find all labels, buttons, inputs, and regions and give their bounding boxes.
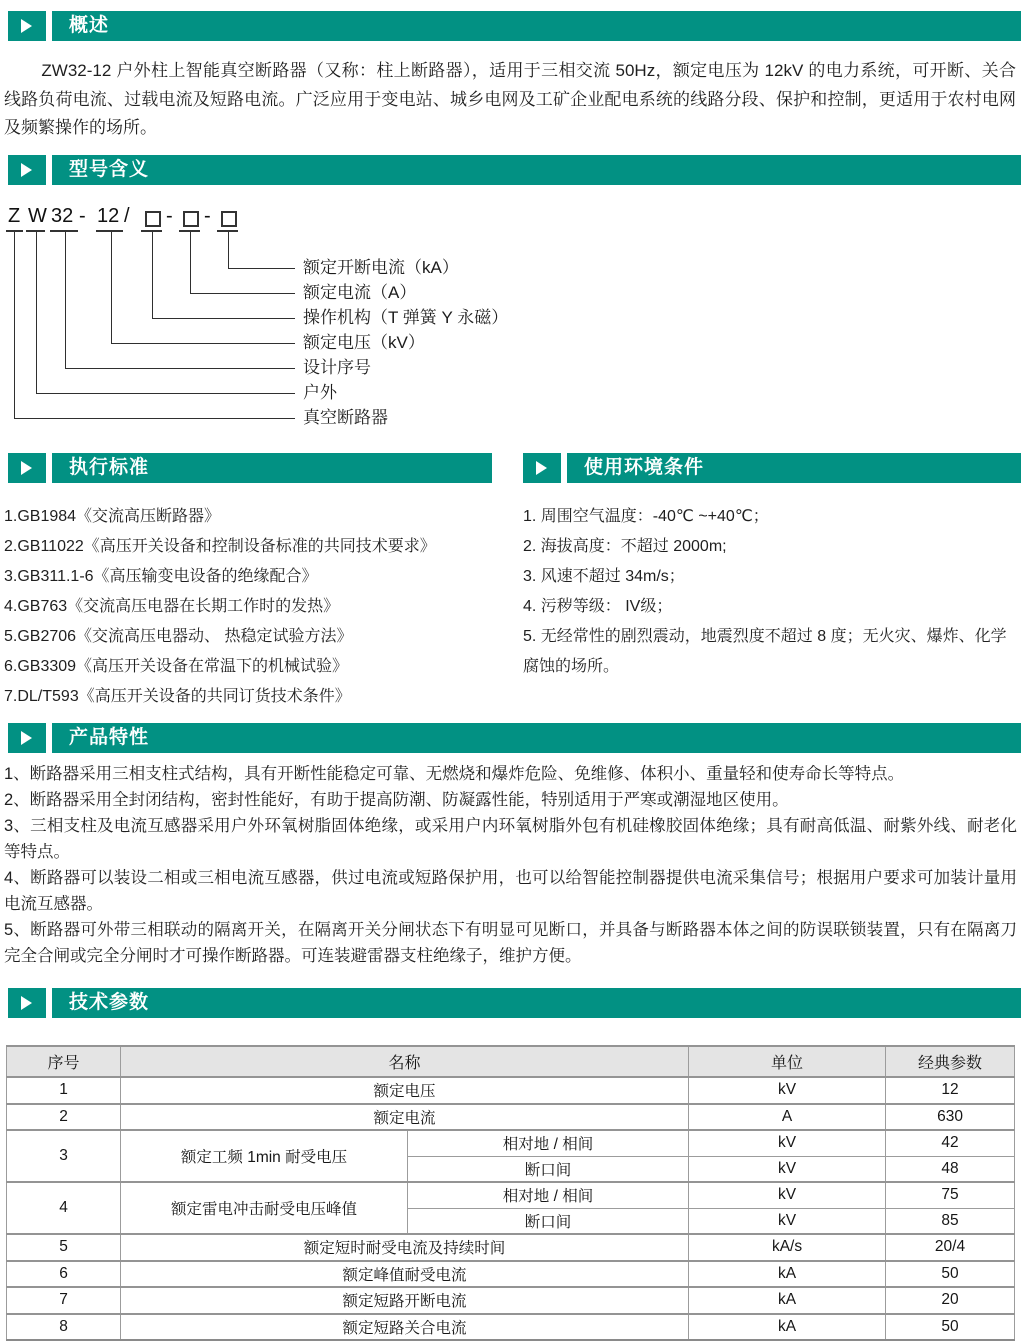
model-char: 12 <box>97 205 120 227</box>
model-char: / <box>124 205 130 227</box>
cell-value: 20/4 <box>886 1234 1015 1261</box>
connector-line <box>190 293 295 294</box>
model-char: - <box>79 205 86 227</box>
col-header-no: 序号 <box>7 1046 121 1077</box>
model-char: 32 <box>51 205 74 227</box>
table-row <box>7 1261 1015 1288</box>
cell-unit: kA <box>689 1314 886 1341</box>
cell-subname: 断口间 <box>408 1208 689 1234</box>
standards-item: 2.GB11022《高压开关设备和控制设备标准的共同技术要求》 <box>4 538 436 555</box>
connector-line <box>152 318 295 319</box>
table-row <box>7 1234 1015 1261</box>
section-marker <box>8 723 46 753</box>
connector-line <box>14 232 15 418</box>
play-triangle-icon <box>21 461 32 475</box>
model-placeholder-box <box>183 211 199 227</box>
table-row <box>7 1182 1015 1208</box>
model-label: 额定电流（A） <box>303 283 417 302</box>
feature-item: 5、断路器可外带三相联动的隔离开关，在隔离开关分闸状态下有明显可见断口，并具备与断路器本体之间的防误联锁装置，只有在隔离刀完全合闸或完全分闸时才可操作断路器。可连装避雷器支柱绝缘子，维护方便。 <box>4 921 1017 965</box>
cell-unit: kV <box>689 1130 886 1156</box>
standards-item: 3.GB311.1-6《高压输变电设备的绝缘配合》 <box>4 568 318 585</box>
standards-item: 4.GB763《交流高压电器在长期工作时的发热》 <box>4 598 340 615</box>
cell-value: 75 <box>886 1182 1015 1208</box>
section-title-tech: 技术参数 <box>52 988 1021 1018</box>
cell-value: 20 <box>886 1287 1015 1314</box>
model-label: 设计序号 <box>303 358 371 377</box>
model-char: Z <box>8 205 21 227</box>
cell-value: 12 <box>886 1077 1015 1104</box>
cell-unit: kV <box>689 1208 886 1234</box>
features-list <box>4 761 1017 969</box>
cell-unit: kA <box>689 1261 886 1288</box>
cell-no: 5 <box>7 1234 121 1261</box>
table-row <box>7 1314 1015 1341</box>
table-row <box>7 1077 1015 1104</box>
cell-unit: kA/s <box>689 1234 886 1261</box>
col-header-name: 名称 <box>121 1046 689 1077</box>
cell-unit: A <box>689 1104 886 1131</box>
underline <box>96 230 123 232</box>
cell-value: 48 <box>886 1156 1015 1182</box>
cell-subname: 断口间 <box>408 1156 689 1182</box>
cell-name: 额定电流 <box>121 1104 689 1131</box>
cell-subname: 相对地 / 相间 <box>408 1130 689 1156</box>
play-triangle-icon <box>21 163 32 177</box>
connector-line <box>228 268 295 269</box>
section-marker <box>8 11 46 41</box>
overview-paragraph: ZW32-12 户外柱上智能真空断路器（又称：柱上断路器），适用于三相交流 50Hz，额定电压为 12kV 的电力系统，可开断、关合线路负荷电流、过载电流及短路电流。广泛应用于变电站、城乡电网及工矿企业配电系统的线路分段、保护和控制，更适用于农村电网及频繁操作的场所。 <box>4 61 1016 137</box>
standards-list <box>4 502 500 712</box>
connector-line <box>36 393 295 394</box>
cell-value: 85 <box>886 1208 1015 1234</box>
connector-line <box>36 232 37 393</box>
model-char: W <box>28 205 47 227</box>
col-header-unit: 单位 <box>689 1046 886 1077</box>
cell-unit: kV <box>689 1156 886 1182</box>
model-char: - <box>166 205 173 227</box>
section-marker <box>8 988 46 1018</box>
tech-params-table <box>6 1045 1015 1341</box>
cell-name: 额定工频 1min 耐受电压 <box>121 1130 408 1182</box>
cell-subname: 相对地 / 相间 <box>408 1182 689 1208</box>
underline <box>50 230 78 232</box>
table-row <box>7 1104 1015 1131</box>
cell-value: 50 <box>886 1314 1015 1341</box>
cell-name: 额定短时耐受电流及持续时间 <box>121 1234 689 1261</box>
cell-no: 4 <box>7 1182 121 1234</box>
environment-list <box>523 502 1017 682</box>
model-placeholder-box <box>145 211 161 227</box>
connector-line <box>152 232 153 318</box>
model-label: 真空断路器 <box>303 408 388 427</box>
section-marker <box>8 453 46 483</box>
environment-item: 4. 污秽等级： IV级； <box>523 598 673 615</box>
connector-line <box>111 232 112 343</box>
connector-line <box>65 232 66 368</box>
feature-item: 4、断路器可以装设二相或三相电流互感器，供过电流或短路保护用，也可以给智能控制器提供电流采集信号；根据用户要求可加装计量用电流互感器。 <box>4 869 1017 913</box>
cell-no: 6 <box>7 1261 121 1288</box>
play-triangle-icon <box>21 19 32 33</box>
cell-unit: kV <box>689 1077 886 1104</box>
feature-item: 3、三相支柱及电流互感器采用户外环氧树脂固体绝缘，或采用户内环氧树脂外包有机硅橡胶固体绝缘；具有耐高低温、耐紫外线、耐老化等特点。 <box>4 817 1017 861</box>
section-title-standards: 执行标准 <box>52 453 492 483</box>
cell-name: 额定峰值耐受电流 <box>121 1261 689 1288</box>
cell-name: 额定短路开断电流 <box>121 1287 689 1314</box>
cell-value: 42 <box>886 1130 1015 1156</box>
cell-value: 630 <box>886 1104 1015 1131</box>
section-title-overview: 概述 <box>52 11 1021 41</box>
feature-item: 1、断路器采用三相支柱式结构，具有开断性能稳定可靠、无燃烧和爆炸危险、免维修、体积小、重量轻和使寿命长等特点。 <box>4 765 905 783</box>
cell-no: 3 <box>7 1130 121 1182</box>
model-char: - <box>204 205 211 227</box>
cell-unit: kV <box>689 1182 886 1208</box>
cell-name: 额定电压 <box>121 1077 689 1104</box>
standards-item: 7.DL/T593《高压开关设备的共同订货技术条件》 <box>4 688 351 705</box>
cell-name: 额定短路关合电流 <box>121 1314 689 1341</box>
connector-line <box>111 343 295 344</box>
model-label: 操作机构（T 弹簧 Y 永磁） <box>303 308 509 327</box>
standards-item: 6.GB3309《高压开关设备在常温下的机械试验》 <box>4 658 349 675</box>
play-triangle-icon <box>21 731 32 745</box>
section-title-features: 产品特性 <box>52 723 1021 753</box>
section-marker <box>8 155 46 185</box>
section-title-environment: 使用环境条件 <box>567 453 1021 483</box>
model-label: 额定开断电流（kA） <box>303 258 459 277</box>
cell-no: 2 <box>7 1104 121 1131</box>
section-title-model: 型号含义 <box>52 155 1021 185</box>
cell-value: 50 <box>886 1261 1015 1288</box>
play-triangle-icon <box>536 461 547 475</box>
table-row <box>7 1130 1015 1156</box>
play-triangle-icon <box>21 996 32 1010</box>
connector-line <box>14 418 295 419</box>
col-header-param: 经典参数 <box>886 1046 1015 1077</box>
table-row <box>7 1287 1015 1314</box>
standards-item: 5.GB2706《交流高压电器动、 热稳定试验方法》 <box>4 628 353 645</box>
cell-no: 1 <box>7 1077 121 1104</box>
environment-item: 5. 无经常性的剧烈震动，地震烈度不超过 8 度；无火灾、爆炸、化学腐蚀的场所。 <box>523 628 1007 675</box>
connector-line <box>190 232 191 293</box>
cell-unit: kA <box>689 1287 886 1314</box>
connector-line <box>228 232 229 268</box>
environment-item: 1. 周围空气温度：-40℃ ~+40℃； <box>523 508 769 525</box>
standards-item: 1.GB1984《交流高压断路器》 <box>4 508 221 525</box>
feature-item: 2、断路器采用全封闭结构，密封性能好，有助于提高防潮、防凝露性能，特别适用于严寒或潮湿地区使用。 <box>4 791 789 809</box>
cell-no: 7 <box>7 1287 121 1314</box>
environment-item: 2. 海拔高度：不超过 2000m; <box>523 538 727 555</box>
model-placeholder-box <box>221 211 237 227</box>
cell-name: 额定雷电冲击耐受电压峰值 <box>121 1182 408 1234</box>
connector-line <box>65 368 295 369</box>
model-label: 户外 <box>303 383 337 402</box>
environment-item: 3. 风速不超过 34m/s； <box>523 568 685 585</box>
model-label: 额定电压（kV） <box>303 333 425 352</box>
cell-no: 8 <box>7 1314 121 1341</box>
section-marker <box>523 453 561 483</box>
table-header-row <box>7 1046 1015 1077</box>
